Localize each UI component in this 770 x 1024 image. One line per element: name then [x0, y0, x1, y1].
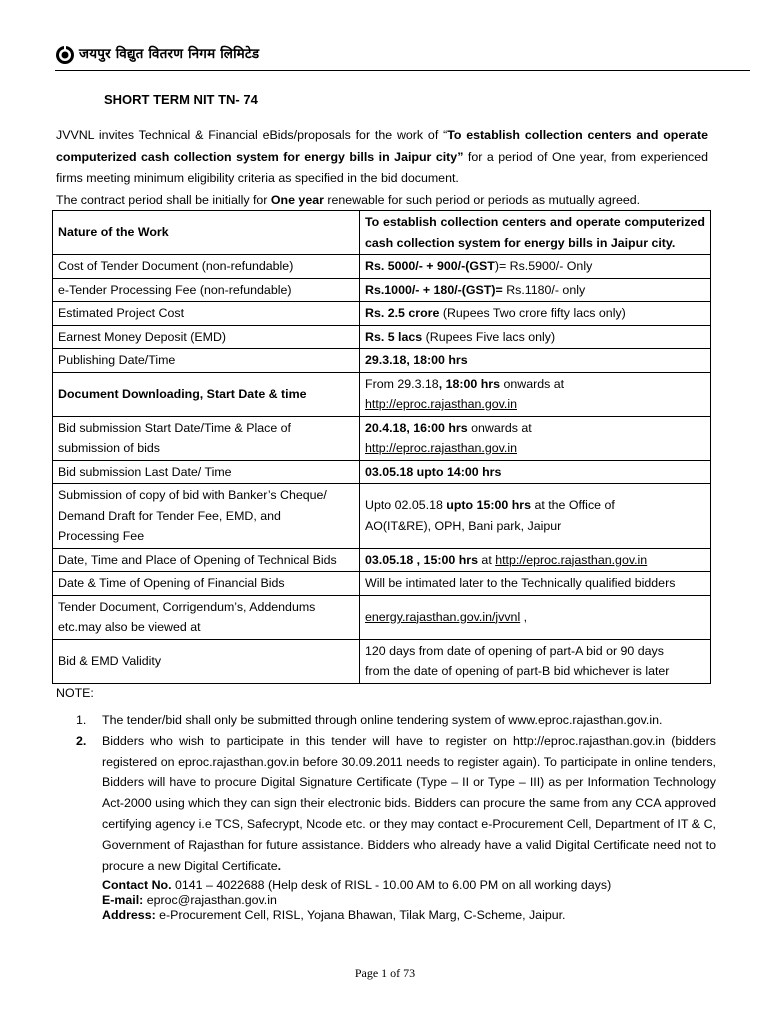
- table-row: [53, 278, 711, 302]
- table-row: [53, 484, 711, 549]
- row-value: 03.05.18 , 15:00 hrs at http://eproc.rajasthan.gov.in: [360, 548, 711, 572]
- list-item: 1. The tender/bid shall only be submitted through online tendering system of www.eproc.rajasthan.gov.in.: [56, 710, 716, 731]
- intro-paragraph-1: JVVNL invites Technical & Financial eBids/proposals for the work of “To establish collection centers and operate computerized cash collection system for energy bills in Jaipur city” for a period of One year, from experienced firms meeting minimum eligibility criteria as specified in the bid document.: [56, 128, 708, 185]
- row-value: 03.05.18 upto 14:00 hrs: [360, 460, 711, 484]
- table-row: [53, 416, 711, 460]
- org-name-hindi: जयपुर विद्युत वितरण निगम लिमिटेड: [79, 46, 260, 62]
- page-number: Page 1 of 73: [354, 966, 416, 980]
- row-label: Document Downloading, Start Date & time: [53, 372, 360, 416]
- jvvnl-logo-icon: [55, 45, 75, 65]
- table-row: [53, 572, 711, 596]
- row-label: Tender Document, Corrigendum’s, Addendums etc.may also be viewed at: [53, 595, 360, 639]
- row-label: Publishing Date/Time: [53, 349, 360, 373]
- list-item: 2. Bidders who wish to participate in this tender will have to register on http://eproc.rajasthan.gov.in (bidders registered on eproc.rajasthan.gov.in before 30.09.2011 needs to register again). To participate in online tenders, Bidders will have to procure Digital Signature Certificate (Type – II or Type – III) as per Information Technology Act-2000 using which they can sign their electronic bids. Bidders can procure the same from any CCA approved certifying agency i.e TCS, Safecrypt, Ncode etc. or they may contact e-Procurement Cell, Department of IT & C, Government of Rajasthan for future assistance. Bidders who already have a valid Digital Certificate need not to procure a new Digital Certificate. Contact No. 0141 – 4022688 (Help desk of RISL - 10.00 AM to 6.00 PM on all working days) E-mail: eproc@rajasthan.gov.in Address: e-Procurement Cell, RISL, Yojana Bhawan, Tilak Marg, C-Scheme, Jaipur.: [56, 731, 716, 924]
- row-value: Will be intimated later to the Technically qualified bidders: [360, 572, 711, 596]
- eproc-link[interactable]: http://eproc.rajasthan.gov.in: [365, 441, 517, 455]
- table-row: [53, 548, 711, 572]
- intro-paragraph-2: The contract period shall be initially for One year renewable for such period or periods as mutually agreed.: [56, 192, 641, 207]
- row-label: Nature of the Work: [53, 211, 360, 255]
- item-number: 1.: [76, 713, 87, 727]
- table-row: [53, 325, 711, 349]
- table-row: [53, 372, 711, 416]
- table-row: [53, 302, 711, 326]
- row-value: 29.3.18, 18:00 hrs: [360, 349, 711, 373]
- row-label: Bid submission Start Date/Time & Place of submission of bids: [53, 416, 360, 460]
- table-row: [53, 639, 711, 683]
- row-value: Rs. 2.5 crore (Rupees Two crore fifty lacs only): [360, 302, 711, 326]
- tender-details-table: [52, 210, 711, 684]
- notes-list: [56, 710, 716, 923]
- table-row: [53, 595, 711, 639]
- row-label: Cost of Tender Document (non-refundable): [53, 255, 360, 279]
- row-value: energy.rajasthan.gov.in/jvvnl ,: [360, 595, 711, 639]
- intro-text: [56, 125, 708, 211]
- row-label: Bid submission Last Date/ Time: [53, 460, 360, 484]
- row-value: Rs. 5000/- + 900/-(GST)= Rs.5900/- Only: [360, 255, 711, 279]
- eproc-link[interactable]: http://eproc.rajasthan.gov.in: [365, 397, 517, 411]
- row-label: Submission of copy of bid with Banker’s Cheque/ Demand Draft for Tender Fee, EMD, and Processing Fee: [53, 484, 360, 549]
- eproc-link[interactable]: http://eproc.rajasthan.gov.in: [495, 552, 648, 567]
- row-label: Bid & EMD Validity: [53, 639, 360, 683]
- table-row: [53, 460, 711, 484]
- row-label: Date & Time of Opening of Financial Bids: [53, 572, 360, 596]
- row-label: e-Tender Processing Fee (non-refundable): [53, 278, 360, 302]
- page-title: SHORT TERM NIT TN- 74: [104, 92, 258, 107]
- header-divider: [55, 70, 750, 71]
- row-value: Upto 02.05.18 upto 15:00 hrs at the Office of AO(IT&RE), OPH, Bani park, Jaipur: [360, 484, 711, 549]
- row-value: 20.4.18, 16:00 hrs onwards at http://eproc.rajasthan.gov.in: [360, 416, 711, 460]
- row-value: Rs. 5 lacs (Rupees Five lacs only): [360, 325, 711, 349]
- row-label: Date, Time and Place of Opening of Technical Bids: [53, 548, 360, 572]
- row-label: Earnest Money Deposit (EMD): [53, 325, 360, 349]
- contact-info: Contact No. 0141 – 4022688 (Help desk of RISL - 10.00 AM to 6.00 PM on all working days) E-mail: eproc@rajasthan.gov.in Address: e-Procurement Cell, RISL, Yojana Bhawan, Tilak Marg, C-Scheme, Jaipur.: [102, 878, 612, 923]
- row-label: Estimated Project Cost: [53, 302, 360, 326]
- letterhead: [55, 42, 750, 72]
- note-heading: NOTE:: [56, 686, 94, 700]
- table-row: [53, 211, 711, 255]
- table-row: [53, 349, 711, 373]
- jvvnl-website-link[interactable]: energy.rajasthan.gov.in/jvvnl: [365, 609, 521, 624]
- item-number: 2.: [76, 733, 87, 748]
- table-row: [53, 255, 711, 279]
- row-value: Rs.1000/- + 180/-(GST)= Rs.1180/- only: [360, 278, 711, 302]
- row-value: From 29.3.18, 18:00 hrs onwards at http://eproc.rajasthan.gov.in: [360, 372, 711, 416]
- row-value: 120 days from date of opening of part-A bid or 90 days from the date of opening of part-B bid whichever is later: [360, 639, 711, 683]
- row-value: To establish collection centers and operate computerized cash collection system for energy bills in Jaipur city.: [360, 211, 711, 255]
